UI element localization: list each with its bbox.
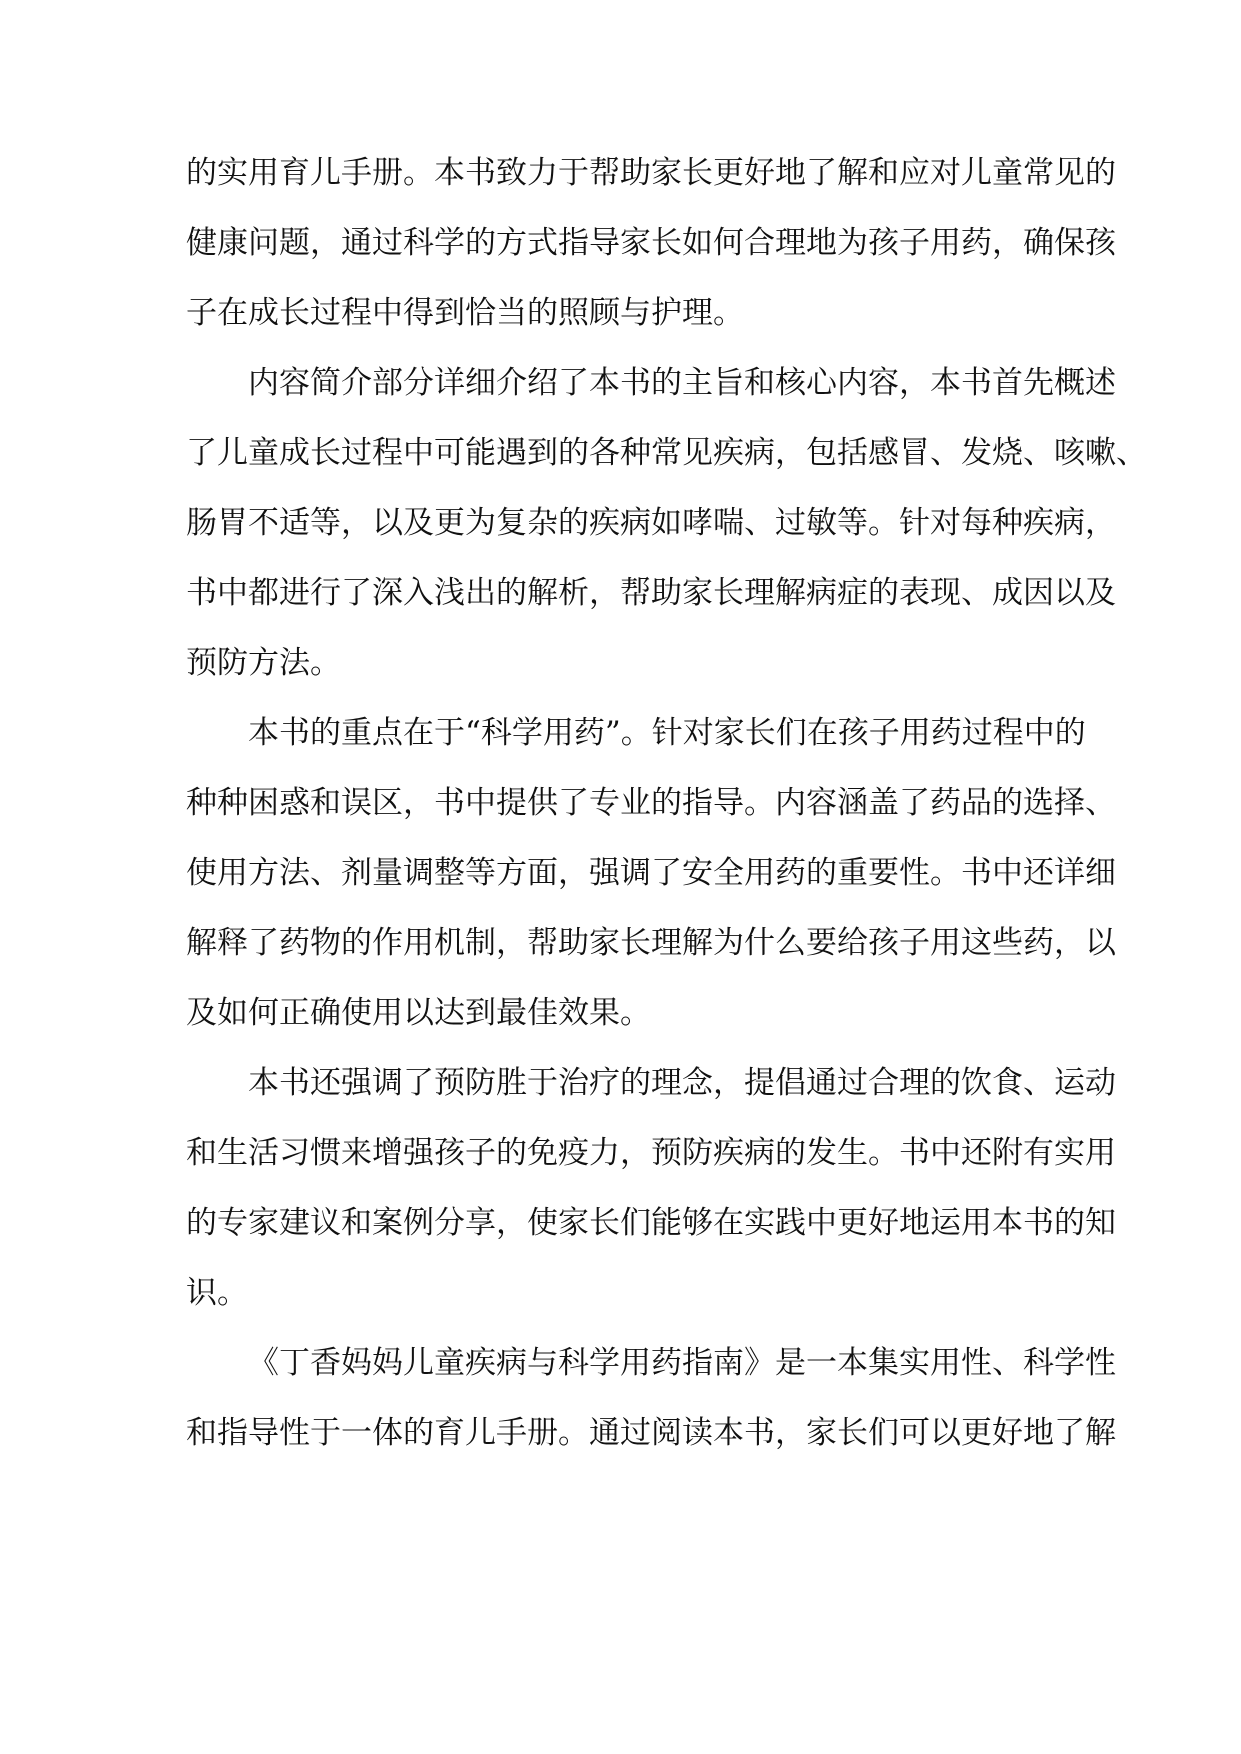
text-line: 解释了药物的作用机制，帮助家长理解为什么要给孩子用这些药，以	[186, 925, 1116, 961]
text-line: 肠胃不适等，以及更为复杂的疾病如哮喘、过敏等。针对每种疾病，	[186, 505, 1116, 541]
text-line: 的实用育儿手册。本书致力于帮助家长更好地了解和应对儿童常见的	[186, 155, 1116, 191]
paragraph-2	[186, 353, 1147, 703]
text-line: 使用方法、剂量调整等方面，强调了安全用药的重要性。书中还详细	[186, 855, 1116, 891]
paragraph-3	[186, 703, 1116, 1053]
text-line: 子在成长过程中得到恰当的照顾与护理。	[186, 295, 744, 331]
text-line: 健康问题，通过科学的方式指导家长如何合理地为孩子用药，确保孩	[186, 225, 1116, 261]
paragraph-5	[186, 1333, 1116, 1473]
paragraph-4	[186, 1053, 1116, 1333]
text-line: 内容简介部分详细介绍了本书的主旨和核心内容，本书首先概述	[248, 365, 1116, 401]
text-line: 的专家建议和案例分享，使家长们能够在实践中更好地运用本书的知	[186, 1205, 1116, 1241]
text-line: 了儿童成长过程中可能遇到的各种常见疾病，包括感冒、发烧、咳嗽、	[186, 435, 1147, 471]
text-line: 及如何正确使用以达到最佳效果。	[186, 995, 651, 1031]
text-line: 书中都进行了深入浅出的解析，帮助家长理解病症的表现、成因以及	[186, 575, 1116, 611]
text-line: 预防方法。	[186, 645, 341, 681]
text-line: 本书还强调了预防胜于治疗的理念，提倡通过合理的饮食、运动	[248, 1065, 1116, 1101]
text-line: 和指导性于一体的育儿手册。通过阅读本书，家长们可以更好地了解	[186, 1415, 1116, 1451]
text-line: 种种困惑和误区，书中提供了专业的指导。内容涵盖了药品的选择、	[186, 785, 1116, 821]
text-line: 和生活习惯来增强孩子的免疫力，预防疾病的发生。书中还附有实用	[186, 1135, 1116, 1171]
text-line: 识。	[186, 1275, 248, 1311]
text-line: 本书的重点在于“科学用药”。针对家长们在孩子用药过程中的	[248, 715, 1086, 751]
paragraph-1	[186, 143, 1116, 353]
text-line: 《丁香妈妈儿童疾病与科学用药指南》是一本集实用性、科学性	[248, 1345, 1116, 1381]
body-text	[186, 143, 1147, 1473]
